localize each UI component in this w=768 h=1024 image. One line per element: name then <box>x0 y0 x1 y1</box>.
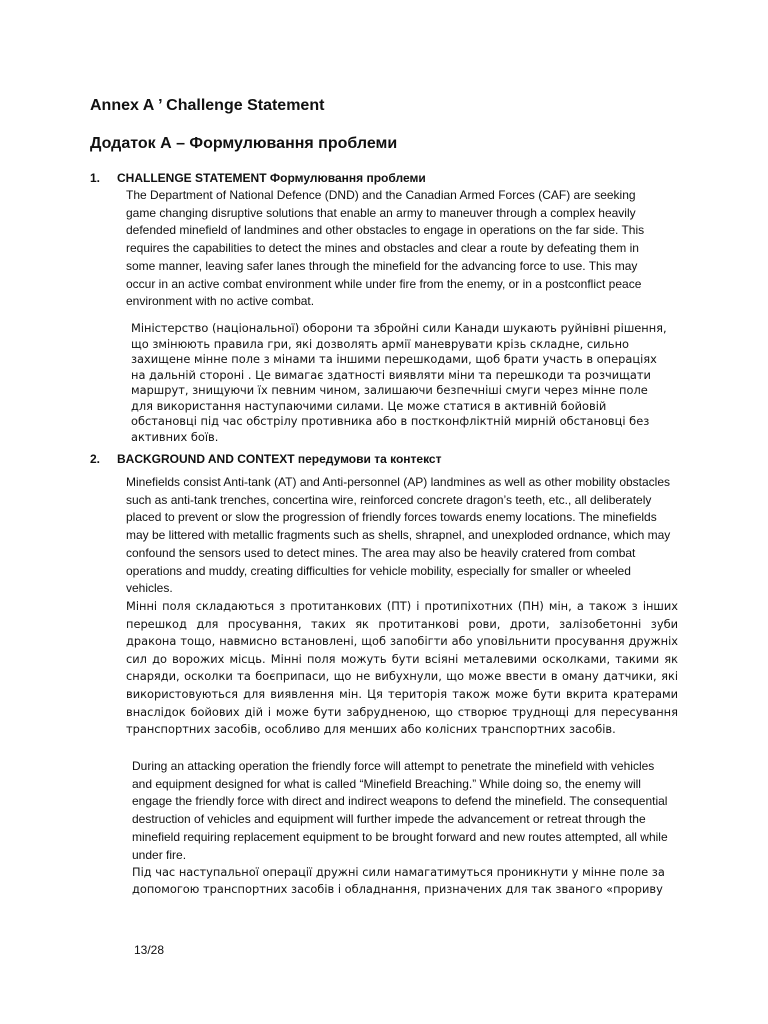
section-1-paragraph-en: The Department of National Defence (DND) and the Canadian Armed Forces (CAF) are seeking game changing disruptive solutions that enable an army to maneuver through a complex heavily defended minefield of landmines and other obstacles to engage in operations on the far side. This requires the capabilities to detect the mines and obstacles and clear a route by defeating them in some manner, leaving safer lanes through the minefield for the advancing force to use. This may occur in an active combat environment while under fire from the enemy, or in a postconflict peace environment with no active combat. <box>126 188 645 309</box>
annex-title-ukrainian: Додаток А – Формулювання проблеми <box>90 135 398 152</box>
page-number: 13/28 <box>134 943 165 957</box>
section-2-paragraph-uk: Мінні поля складаються з протитанкових (ПТ) і протипіхотних (ПН) мін, а також з інших перешкод для просування, таких як протитанкові рови, дроти, залізобетонні зуби дракона тощо, навмисно встановлені, щоб запобігти або уповільнити просування дружніх сил до ворожих місць. Мінні поля можуть бути всіяні металевими осколками, такими як снаряди, осколки та боєприпаси, що не вибухнули, що може ввести в оману датчики, які використовуються для виявлення мін. Ця територія також може бути вкрита кратерами внаслідок бойових дій і може бути забрудненою, що створює труднощі для пересування транспортних засобів, особливо для менших або колісних транспортних засобів. <box>126 599 678 737</box>
section-1-paragraph-uk: Міністерство (національної) оборони та збройні сили Канади шукають руйнівні рішення, що змінюють правила гри, які дозволять армії маневрувати крізь складне, сильно захищене мінне поле з мінами та іншими перешкодами, щоб брати участь в операціях на дальній стороні . Це вимагає здатності виявляти міни та перешкоди та розчищати маршрут, знищуючи їх певним чином, залишаючи безпечніші смуги через мінне поле для використання наступаючими силами. Це може статися в активній бойовій обстановці під час обстрілу противника або в постконфліктній мирній обстановці без активних боїв. <box>131 321 667 444</box>
section-2-title: BACKGROUND AND CONTEXT передумови та контекст <box>117 452 442 466</box>
annex-title: Annex A ’ Challenge Statement <box>90 97 325 114</box>
section-2-number: 2. <box>90 452 101 466</box>
section-2-paragraph2-en: During an attacking operation the friendly force will attempt to penetrate the minefield with vehicles and equipment designed for what is called “Minefield Breaching.” While doing so, the enemy will engage the friendly force with direct and indirect weapons to defend the minefield. The consequential destruction of vehicles and equipment will further impede the advancement or retreat through the minefield requiring replacement equipment to be brought forward and new routes attempted, all while under fire. <box>132 759 668 862</box>
section-2-paragraph-en: Minefields consist Anti-tank (AT) and Anti-personnel (AP) landmines as well as other mobility obstacles such as anti-tank trenches, concertina wire, reinforced concrete dragon’s teeth, etc., all deliberately placed to prevent or slow the progression of friendly forces towards enemy locations. The minefields may be littered with metallic fragments such as shells, shrapnel, and unexploded ordnance, which may confound the sensors used to detect mines. The area may also be heavily cratered from combat operations and muddy, creating difficulties for vehicle mobility, especially for smaller or wheeled vehicles. <box>126 475 671 596</box>
section-1-title: CHALLENGE STATEMENT Формулювання проблеми <box>117 171 426 185</box>
section-2-paragraph2-uk: Під час наступальної операції дружні сили намагатимуться проникнути у мінне поле за допомогою транспортних засобів і обладнання, призначених для так званого «прориву <box>132 865 665 897</box>
section-1-number: 1. <box>90 171 101 185</box>
